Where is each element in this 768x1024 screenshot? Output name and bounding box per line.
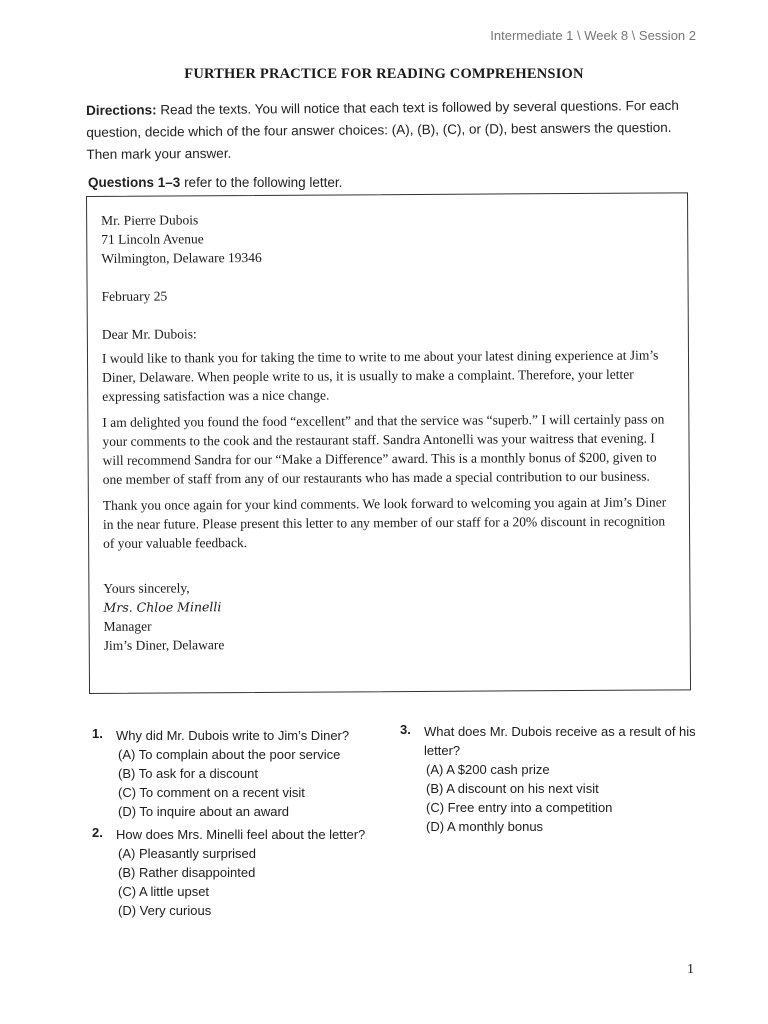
question-2 — [92, 825, 392, 920]
recipient-name: Mr. Pierre Dubois — [101, 212, 199, 228]
page-number: 1 — [687, 962, 694, 977]
question-number: 2. — [92, 825, 103, 840]
page-title: FURTHER PRACTICE FOR READING COMPREHENSION — [184, 66, 584, 82]
questions-range: Questions 1–3 — [88, 175, 181, 190]
letter-salutation: Dear Mr. Dubois: — [101, 326, 197, 342]
signature: Mrs. Chloe Minelli — [103, 599, 222, 615]
recipient-city: Wilmington, Delaware 19346 — [101, 249, 262, 266]
directions — [86, 95, 687, 166]
question-1 — [92, 726, 392, 821]
directions-text: Read the texts. You will notice that each text is followed by several questions. For each question, decide which of the four answer choices: (A), (B), (C), or (D), best answers the question. Then mark your answer. — [86, 97, 679, 162]
letter-date: February 25 — [101, 288, 168, 304]
question-number: 3. — [400, 722, 411, 737]
answer-option[interactable]: (A) To complain about the poor service — [118, 747, 341, 762]
answer-option[interactable]: (B) To ask for a discount — [118, 766, 258, 781]
letter-paragraph: I would like to thank you for taking the time to write to me about your latest dining experience at Jim’s Diner, Delaware. When people write to us, it is usually to make a complaint. Therefore, your letter expressing satisfaction was a nice change. — [101, 347, 659, 404]
questions-reference — [88, 175, 342, 190]
answer-option[interactable]: (B) Rather disappointed — [118, 865, 256, 880]
answer-option[interactable]: (C) Free entry into a competition — [426, 800, 613, 815]
answer-option[interactable]: (C) A little upset — [118, 884, 210, 899]
recipient-street: 71 Lincoln Avenue — [101, 231, 204, 247]
answer-option[interactable]: (D) Very curious — [118, 903, 212, 918]
answer-option[interactable]: (D) A monthly bonus — [426, 819, 544, 834]
letter-paragraph: I am delighted you found the food “excellent” and that the service was “superb.” I will certainly pass on your comments to the cook and the restaurant staff. Sandra Antonelli was your waitress that evening. I will recommend Sandra for our “Make a Difference” award. This is a monthly bonus of $200, given to one member of staff from any of our restaurants who has made a special contribution to our business. — [102, 411, 665, 487]
session-header: Intermediate 1 \ Week 8 \ Session 2 — [490, 28, 696, 43]
letter-closing: Yours sincerely, — [103, 580, 190, 596]
question-stem: How does Mrs. Minelli feel about the letter? — [116, 827, 366, 842]
directions-label: Directions: — [86, 102, 157, 118]
question-stem: What does Mr. Dubois receive as a result of his letter? — [424, 724, 696, 758]
answer-option[interactable]: (B) A discount on his next visit — [426, 781, 599, 796]
answer-option[interactable]: (A) A $200 cash prize — [426, 762, 550, 777]
letter-paragraph: Thank you once again for your kind comments. We look forward to welcoming you again at Jim’s Diner in the near future. Please present this letter to any member of our staff for a 20% discount in recognition of your valuable feedback. — [102, 494, 667, 551]
signer-position: Manager — [103, 618, 152, 634]
question-3 — [400, 722, 700, 836]
answer-option[interactable]: (C) To comment on a recent visit — [118, 785, 305, 800]
question-stem: Why did Mr. Dubois write to Jim’s Diner? — [116, 728, 350, 743]
letter — [101, 207, 676, 654]
question-number: 1. — [92, 726, 103, 741]
letter-box — [86, 192, 691, 694]
signer-company: Jim’s Diner, Delaware — [103, 637, 225, 653]
answer-option[interactable]: (D) To inquire about an award — [118, 804, 290, 819]
questions-reference-text: refer to the following letter. — [184, 175, 343, 190]
answer-option[interactable]: (A) Pleasantly surprised — [118, 846, 256, 861]
